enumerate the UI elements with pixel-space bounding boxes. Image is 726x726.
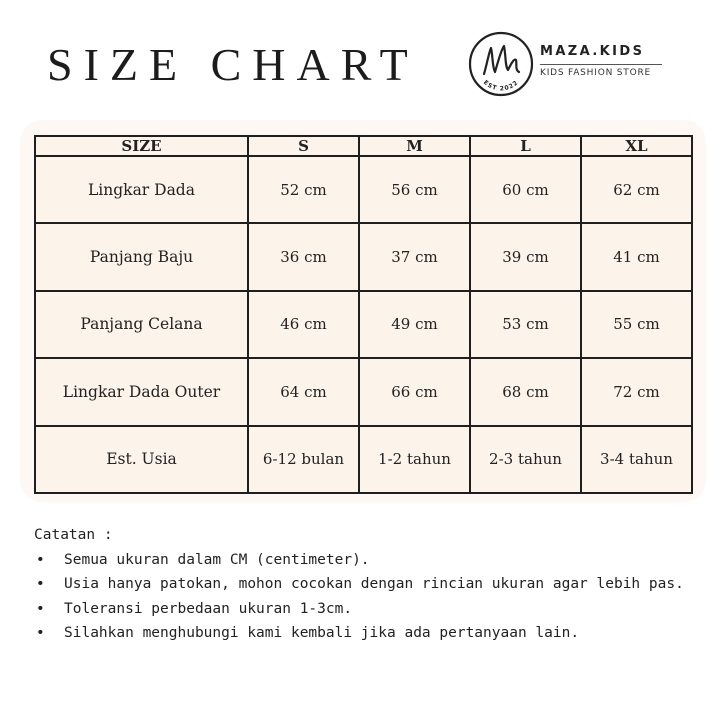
note-text: Silahkan menghubungi kami kembali jika ada pertanyaan lain.: [64, 625, 580, 641]
table-row: [35, 358, 692, 425]
table-cell: 49 cm: [359, 291, 470, 358]
column-header: M: [359, 136, 470, 156]
row-label: Panjang Baju: [35, 223, 248, 290]
row-label: Panjang Celana: [35, 291, 248, 358]
note-text: Toleransi perbedaan ukuran 1-3cm.: [64, 600, 353, 617]
table-cell: 1-2 tahun: [359, 426, 470, 493]
table-cell: 55 cm: [581, 291, 692, 358]
row-label: Lingkar Dada: [35, 156, 248, 223]
brand-divider: [540, 64, 662, 65]
notes-heading: Catatan :: [34, 527, 113, 543]
bullet-icon: •: [36, 625, 45, 641]
list-item: [34, 572, 714, 597]
table-cell: 60 cm: [470, 156, 581, 223]
table-row: [35, 426, 692, 493]
table-row: [35, 223, 692, 290]
table-cell: 36 cm: [248, 223, 359, 290]
page-title: SIZE CHART: [47, 39, 419, 90]
table-row: [35, 156, 692, 223]
note-text: Usia hanya patokan, mohon cocokan dengan rincian ukuran agar lebih pas.: [64, 576, 684, 592]
bullet-icon: •: [36, 600, 45, 617]
table-cell: 53 cm: [470, 291, 581, 358]
brand-name: MAZA.KIDS: [540, 44, 645, 59]
table-header-row: [35, 136, 692, 156]
notes-list: [34, 548, 714, 646]
bullet-icon: •: [36, 576, 45, 592]
svg-text:EST 2022: [482, 79, 520, 92]
column-header: S: [248, 136, 359, 156]
column-header: XL: [581, 136, 692, 156]
table-row: [35, 291, 692, 358]
note-text: Semua ukuran dalam CM (centimeter).: [64, 551, 370, 568]
brand-tagline: KIDS FASHION STORE: [540, 68, 652, 78]
column-header: SIZE: [35, 136, 248, 156]
row-label: Est. Usia: [35, 426, 248, 493]
table-cell: 46 cm: [248, 291, 359, 358]
list-item: [34, 548, 714, 573]
table-cell: 39 cm: [470, 223, 581, 290]
brand-established: EST 2022: [481, 79, 521, 93]
table-cell: 2-3 tahun: [470, 426, 581, 493]
list-item: [34, 597, 714, 622]
table-cell: 52 cm: [248, 156, 359, 223]
table-cell: 37 cm: [359, 223, 470, 290]
table-cell: 56 cm: [359, 156, 470, 223]
table-cell: 3-4 tahun: [581, 426, 692, 493]
table-cell: 6-12 bulan: [248, 426, 359, 493]
table-cell: 72 cm: [581, 358, 692, 425]
list-item: [34, 621, 714, 646]
m-monogram-circle-icon: [467, 30, 535, 98]
size-chart-table: [34, 135, 693, 494]
notes-section: [34, 523, 714, 646]
table-cell: 66 cm: [359, 358, 470, 425]
column-header: L: [470, 136, 581, 156]
table-cell: 68 cm: [470, 358, 581, 425]
brand-logo-block: [467, 30, 697, 110]
row-label: Lingkar Dada Outer: [35, 358, 248, 425]
table-cell: 41 cm: [581, 223, 692, 290]
table-cell: 62 cm: [581, 156, 692, 223]
bullet-icon: •: [36, 551, 45, 568]
table-cell: 64 cm: [248, 358, 359, 425]
